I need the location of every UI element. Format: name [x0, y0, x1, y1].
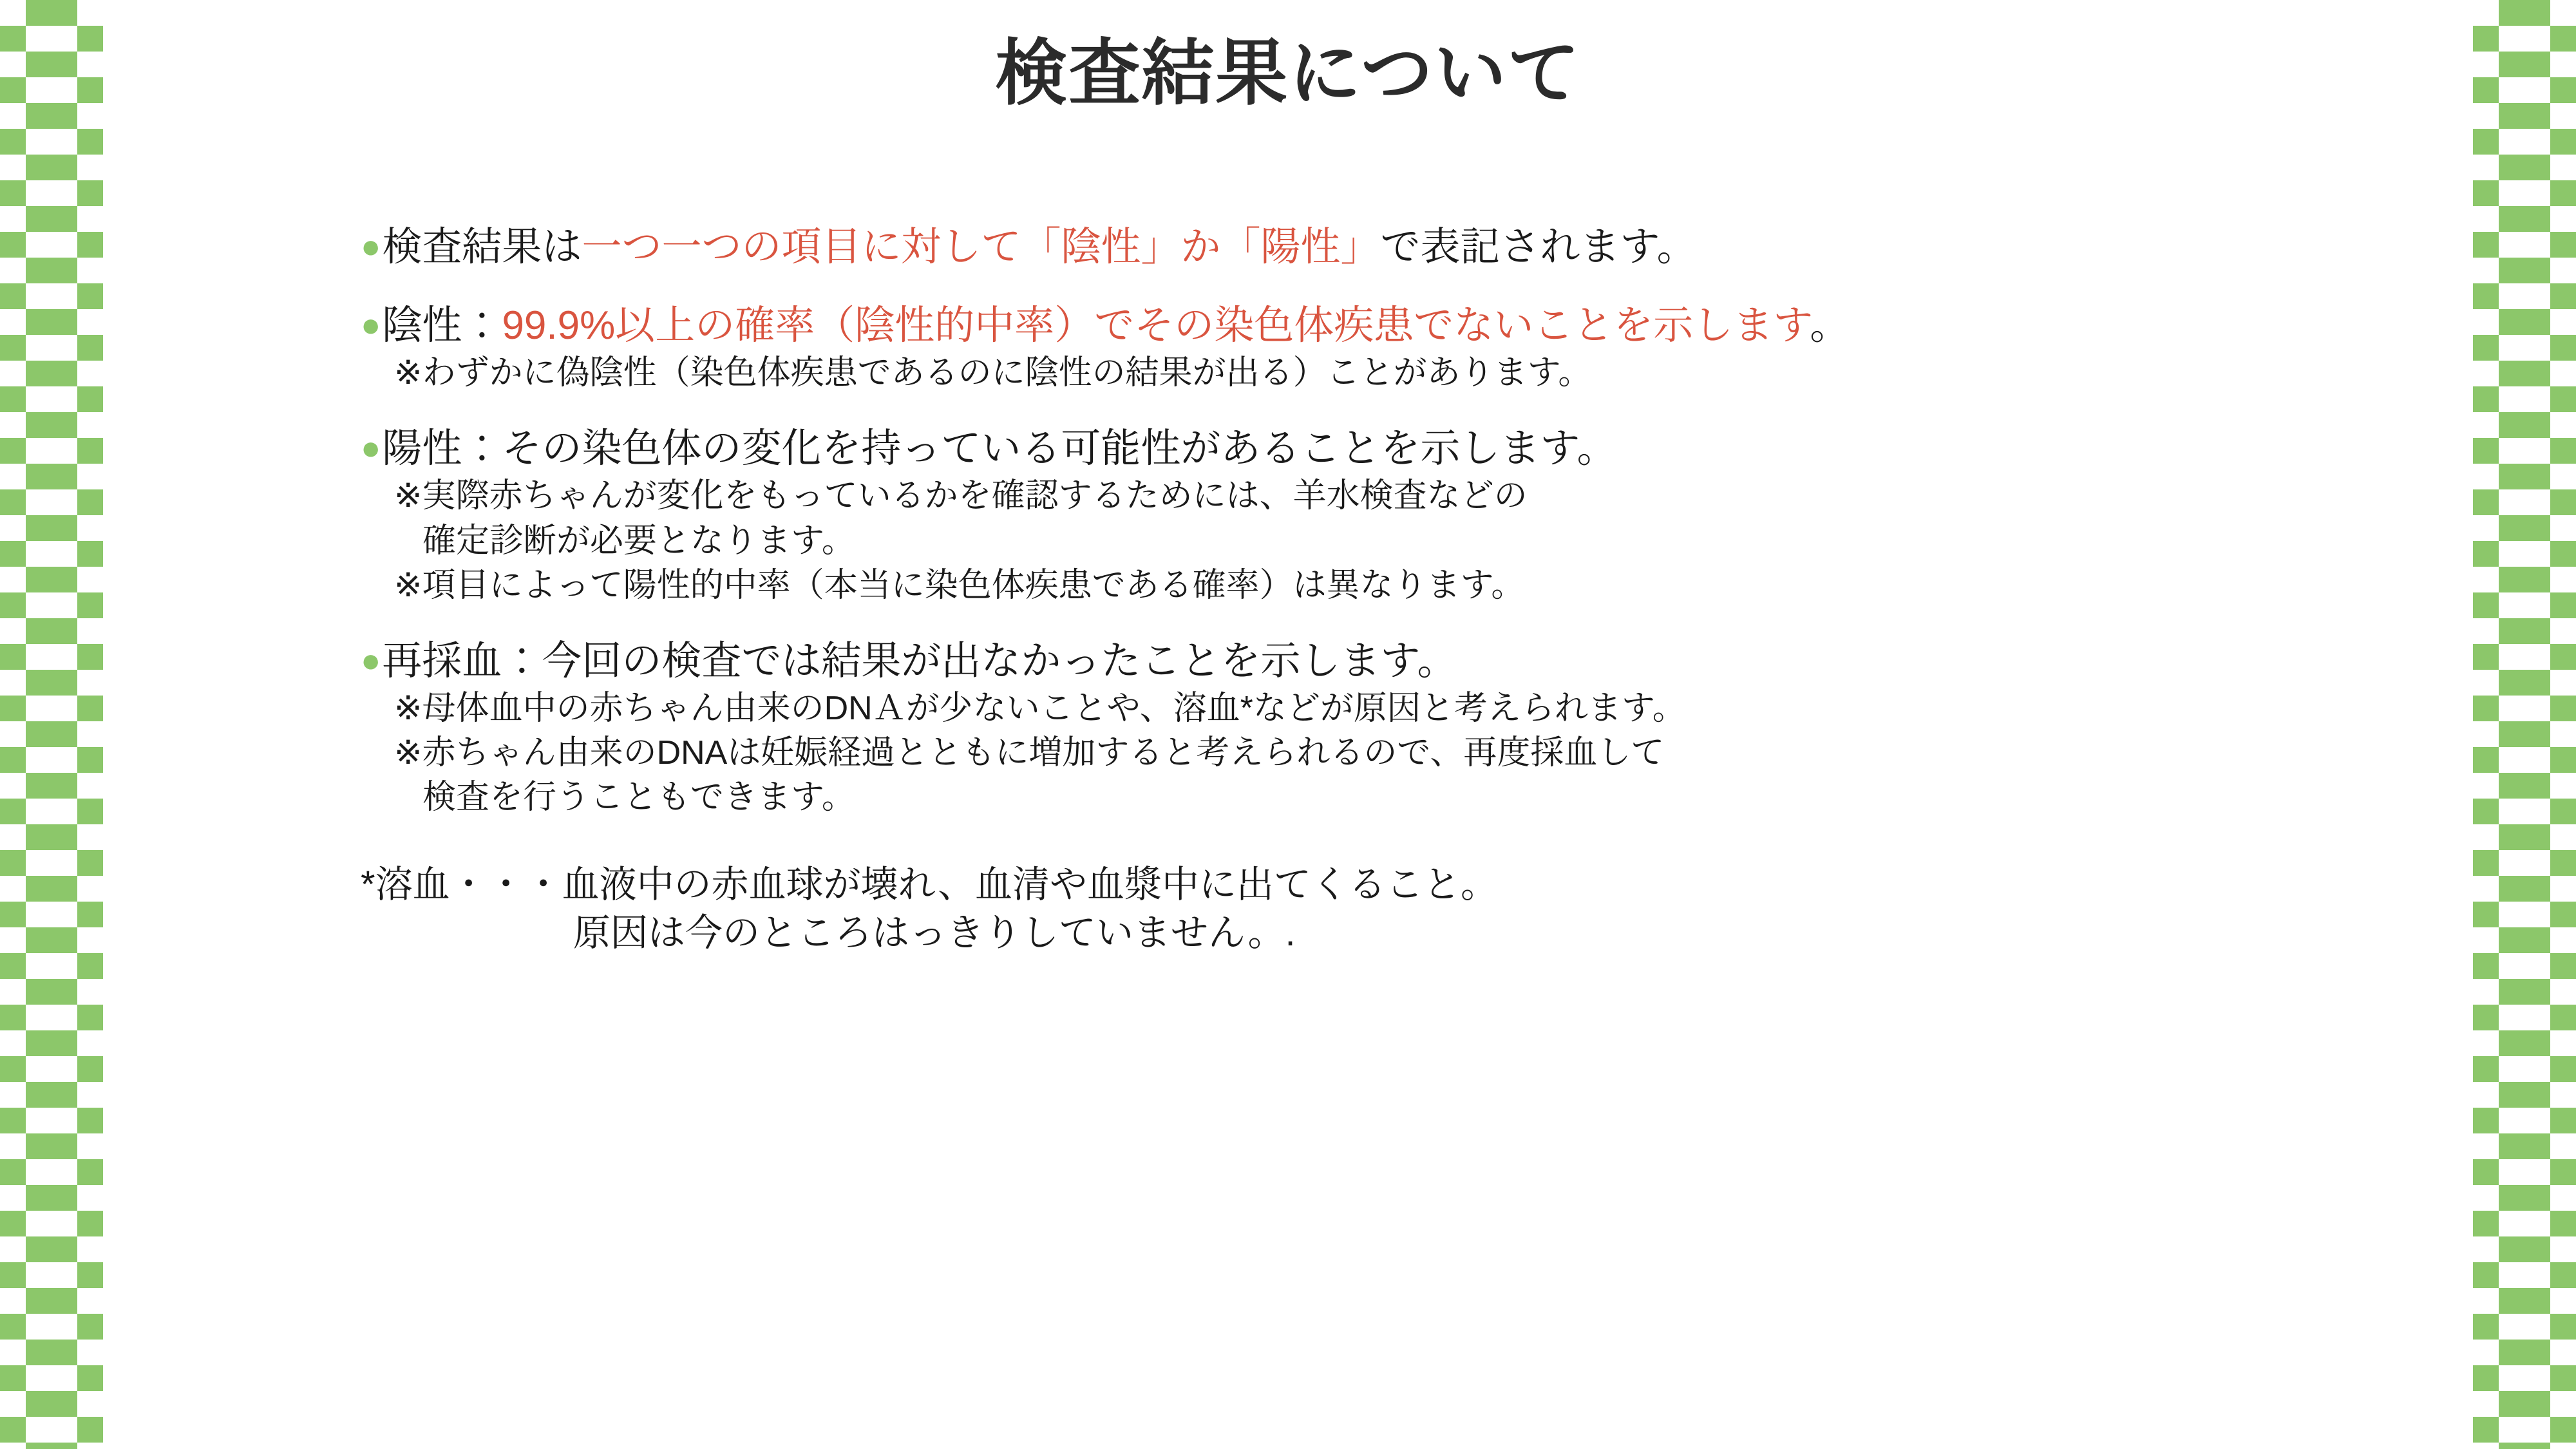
- bullet-dot-icon: ●: [361, 228, 381, 265]
- slide-body: [361, 222, 2357, 957]
- note-line: ※わずかに偽陰性（染色体疾患であるのに陰性の結果が出る）ことがあります。: [394, 354, 1592, 392]
- footnote-block: [361, 860, 2357, 958]
- bullet-text-lead: 陰性：: [382, 303, 502, 348]
- bullet-block-test-results: [361, 222, 2357, 272]
- footnote-line-2: 原因は今のところはっきりしていません。.: [573, 911, 1296, 954]
- spacer: [361, 849, 2357, 860]
- bullet-block-negative: [361, 301, 2357, 395]
- bullet-line: [361, 636, 2357, 687]
- page-title: 検査結果について: [995, 33, 1581, 113]
- bullet-line: [361, 424, 2357, 474]
- bullet-text-lead: 検査結果は: [382, 225, 582, 269]
- bullet-line: [361, 301, 2357, 351]
- bullet-dot-icon: ●: [361, 641, 381, 679]
- bullet-text-lead: 陽性：その染色体の変化を持っている可能性があることを示します。: [382, 426, 1617, 471]
- bullet-block-positive: [361, 424, 2357, 608]
- note-line: ※赤ちゃん由来のDNAは妊娠経過とともに増加すると考えられるので、再度採血して: [394, 734, 1665, 772]
- bullet-dot-icon: ●: [361, 430, 381, 468]
- note-line: ※母体血中の赤ちゃん由来のDNＡが少ないことや、溶血*などが原因と考えられます。: [394, 690, 1686, 728]
- bullet-text-tail: 。: [1810, 303, 1850, 348]
- note-line-continued: 確定診断が必要となります。: [422, 522, 855, 560]
- bullet-text-lead: 再採血：今回の検査では結果が出なかったことを示します。: [382, 638, 1457, 683]
- note-line: ※項目によって陽性的中率（本当に染色体疾患である確率）は異なります。: [394, 566, 1525, 604]
- bullet-dot-icon: ●: [361, 307, 381, 345]
- bullet-text-tail: で表記されます。: [1380, 225, 1697, 269]
- bullet-text-highlight: 99.9%以上の確率（陰性的中率）でその染色体疾患でないことを示します: [502, 303, 1810, 348]
- bullet-line: [361, 222, 2357, 272]
- bullet-text-highlight: 一つ一つの項目に対して「陰性」か「陽性」: [582, 225, 1381, 269]
- footnote-line-1: *溶血・・・血液中の赤血球が壊れ、血清や血漿中に出てくること。: [361, 863, 1499, 905]
- note-line-continued: 検査を行うこともできます。: [422, 779, 855, 817]
- bullet-block-retest: [361, 636, 2357, 820]
- note-line: ※実際赤ちゃんが変化をもっているかを確認するためには、羊水検査などの: [394, 477, 1528, 515]
